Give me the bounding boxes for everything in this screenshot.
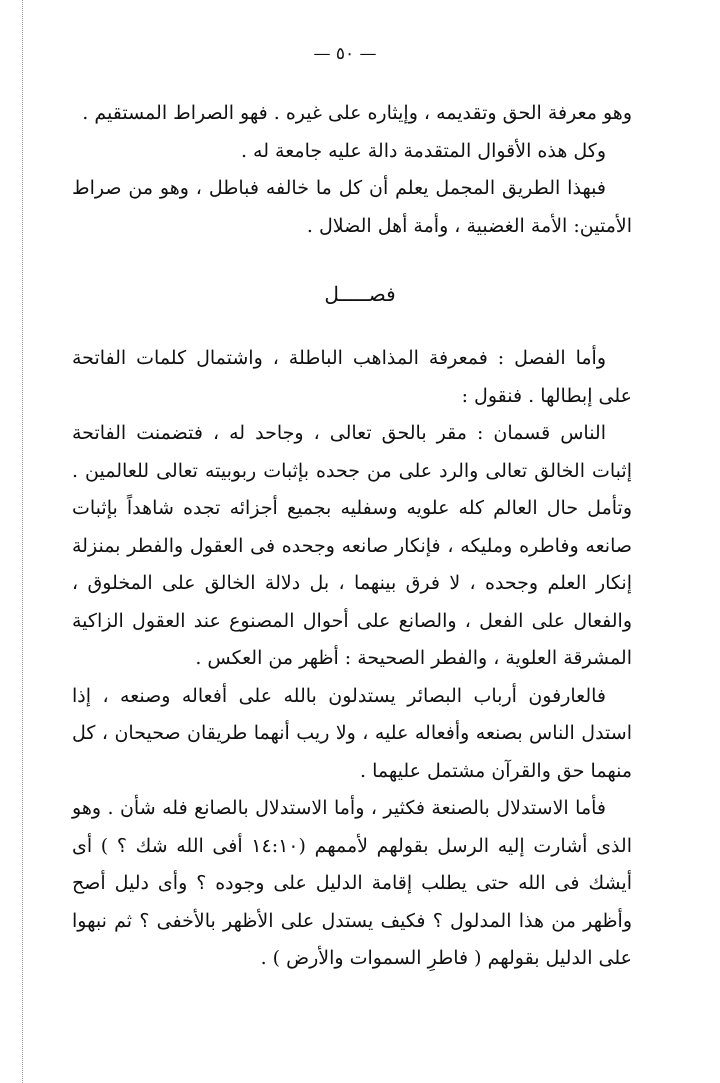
intro-paragraph-2: وكل هذه الأقوال المتقدمة دالة عليه جامعة له . xyxy=(240,139,606,162)
intro-paragraph-3: فبهذا الطريق المجمل يعلم أن كل ما خالفه فباطل ، وهو من صراط الأمتين: الأمة الغضبية ، وأمة أهل الضلال . xyxy=(72,177,632,237)
body-paragraph-1: وأما الفصل : فمعرفة المذاهب الباطلة ، واشتمال كلمات الفاتحة على إبطالها . فنقول : xyxy=(72,347,632,407)
intro-text-block xyxy=(72,95,632,245)
page-number: — ٥٠ — xyxy=(313,44,377,64)
page-edge-dotted-line xyxy=(22,0,23,1083)
section-body-block xyxy=(72,340,632,978)
body-paragraph-2: الناس قسمان : مقر بالحق تعالى ، وجاحد له ، فتضمنت الفاتحة إثبات الخالق تعالى والرد على من جحده بإثبات ربوبيته تعالى للعالمين . وتأمل حال العالم كله علويه وسفليه بجميع أجزائه تجده شاهداً بإثبات صانعه وفاطره ومليكه ، فإنكار صانعه وجحده فى العقول والفطر بمنزلة إنكار العلم وجحده ، لا فرق بينهما ، بل دلالة الخالق على المخلوق ، والفعال على الفعل ، والصانع على أحوال المصنوع عند العقول الزاكية المشرقة العلوية ، والفطر الصحيحة : أظهر من العكس . xyxy=(72,422,632,669)
body-paragraph-4: فأما الاستدلال بالصنعة فكثير ، وأما الاستدلال بالصانع فله شأن . وهو الذى أشارت إليه الرسل بقولهم لأممهم (١٤:١٠ أفى الله شك ؟ ) أى أيشك فى الله حتى يطلب إقامة الدليل على وجوده ؟ وأى دليل أصح وأظهر من هذا المدلول ؟ فكيف يستدل على الأظهر بالأخفى ؟ ثم نبهوا على الدليل بقولهم ( فاطرِ السموات والأرض ) . xyxy=(72,797,632,969)
body-paragraph-3: فالعارفون أرباب البصائر يستدلون بالله على أفعاله وصنعه ، إذا استدل الناس بصنعه وأفعاله عليه ، ولا ريب أنهما طريقان صحيحان ، كل منهما حق والقرآن مشتمل عليهما . xyxy=(72,684,632,782)
section-heading: فصـــــل xyxy=(324,282,396,306)
intro-paragraph-1: وهو معرفة الحق وتقديمه ، وإيثاره على غيره . فهو الصراط المستقيم . xyxy=(82,102,632,124)
